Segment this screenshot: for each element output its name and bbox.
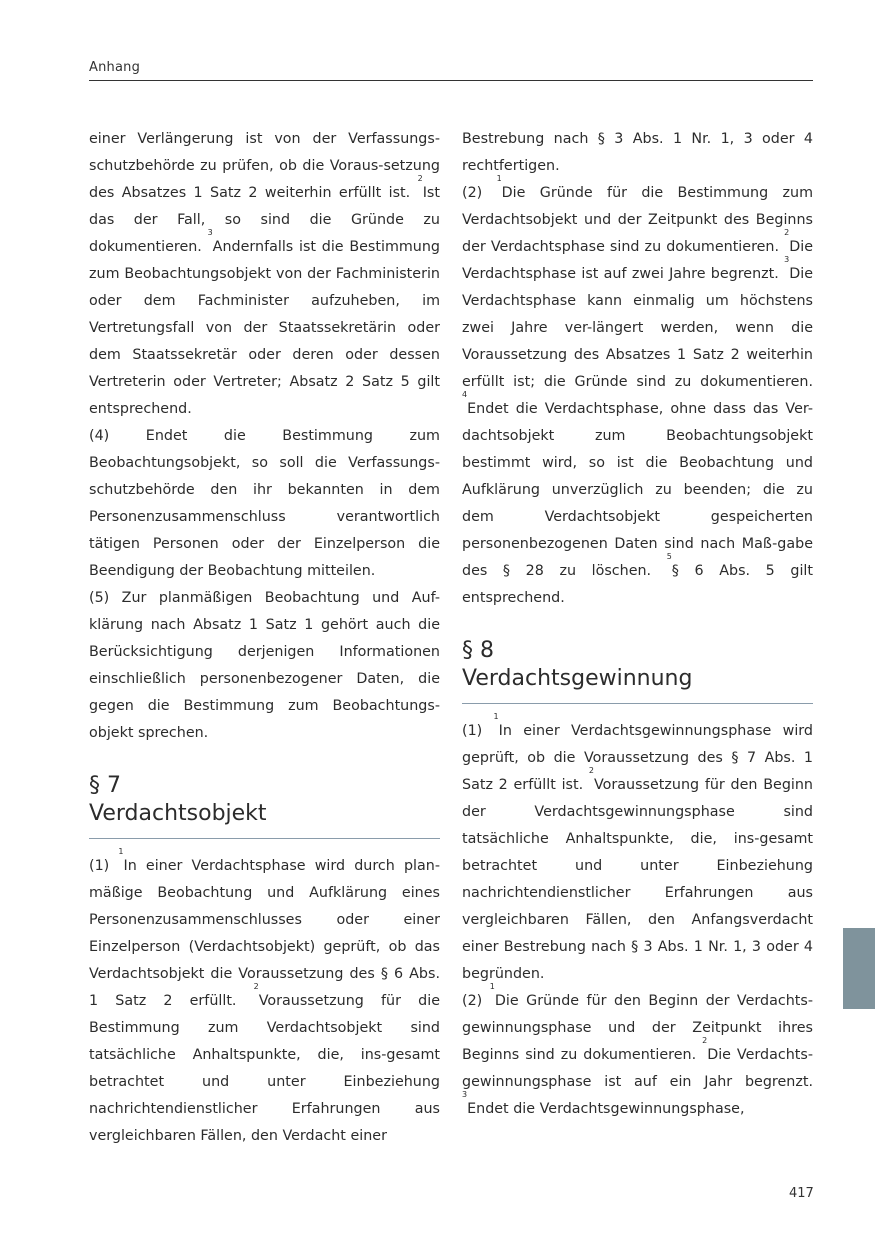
sentence-number: 2	[253, 982, 259, 991]
running-header	[89, 56, 813, 81]
text-run: § 6 Abs. 5 gilt entsprechend.	[462, 563, 813, 606]
text-run: Die Verdachtsphase ist auf zwei Jahre begrenzt.	[462, 239, 813, 282]
sentence-number: 2	[417, 174, 423, 183]
text-run: (1)	[89, 858, 119, 874]
sentence-number: 1	[496, 174, 502, 183]
paragraph: (4) Endet die Bestimmung zum Beobachtungsobjekt, so soll die Verfassungs-schutzbehörde den ihr bekannten in dem Personenzusammenschluss verantwortlich tätigen Personen oder der Einzelperson die Beendigung der Beobachtung mitteilen.	[89, 428, 440, 579]
text-run: Die Gründe für den Beginn der Verdachts-gewinnungsphase und der Zeitpunkt ihres Beginns sind zu dokumentieren.	[462, 993, 813, 1063]
text-run: Die Verdachtsphase kann einmalig um höchstens zwei Jahre ver-längert werden, wenn die Voraussetzung des Absatzes 1 Satz 2 weiterhin erfüllt ist; die Gründe sind zu dokumentieren.	[462, 266, 813, 390]
section-number: § 7	[89, 773, 121, 798]
sentence-number: 2	[588, 766, 594, 775]
section-number: § 8	[462, 638, 494, 663]
chapter-thumb-tab	[843, 928, 875, 1009]
text-run: In einer Verdachtsgewinnungsphase wird geprüft, ob die Voraussetzung des § 7 Abs. 1 Satz 2 erfüllt ist.	[462, 723, 813, 793]
sentence-number: 3	[462, 1090, 468, 1099]
section-title: Verdachtsgewinnung	[462, 666, 693, 691]
text-run: Ist das der Fall, so sind die Gründe zu dokumentieren.	[89, 185, 440, 255]
text-run: In einer Verdachtsphase wird durch plan-mäßige Beobachtung und Aufklärung eines Personenzusammenschlusses oder einer Einzelperson (Verdachtsobjekt) geprüft, ob das Verdachtsobjekt die Voraussetzung des § 6 Abs. 1 Satz 2 erfüllt.	[89, 858, 440, 1009]
text-run: Voraussetzung für die Bestimmung zum Verdachtsobjekt sind tatsächliche Anhaltspunkte, die, ins-gesamt betrachtet und unter Einbeziehung nachrichtendienstlicher Erfahrungen aus vergleichbaren Fällen, den Verdacht einer	[89, 993, 440, 1144]
page-number: 417	[789, 1186, 814, 1201]
text-run: einer Verlängerung ist von der Verfassungs-schutzbehörde zu prüfen, ob die Voraus-setzung des Absatzes 1 Satz 2 weiterhin erfüllt ist.	[89, 131, 440, 201]
section-heading-7	[89, 772, 440, 839]
sentence-number: 1	[489, 982, 495, 991]
text-run: (1)	[462, 723, 494, 739]
right-column	[462, 126, 813, 1123]
left-column	[89, 126, 440, 1150]
text-run: Die Verdachts-gewinnungsphase ist auf ein Jahr begrenzt.	[462, 1047, 814, 1090]
text-run: (2)	[462, 185, 497, 201]
text-run: Die Gründe für die Bestimmung zum Verdachtsobjekt und der Zeitpunkt des Beginns der Verdachtsphase sind zu dokumentieren.	[462, 185, 813, 255]
paragraph	[462, 982, 814, 1123]
paragraph: Bestrebung nach § 3 Abs. 1 Nr. 1, 3 oder 4 rechtfertigen.	[462, 131, 813, 174]
section-title: Verdachtsobjekt	[89, 801, 267, 826]
header-title: Anhang	[89, 60, 141, 75]
text-run: Andernfalls ist die Bestimmung zum Beobachtungsobjekt von der Fachministerin oder dem Fachminister aufzuheben, im Vertretungsfall von der Staatssekretärin oder dem Staatssekretär oder deren oder dessen Vertreterin oder Vertreter; Absatz 2 Satz 5 gilt entsprechend.	[89, 239, 440, 417]
paragraph: (5) Zur planmäßigen Beobachtung und Auf-klärung nach Absatz 1 Satz 1 gehört auch die Berücksichtigung derjenigen Informationen einschließlich personenbezogener Daten, die gegen die Bestimmung zum Beobachtungs-objekt sprechen.	[89, 590, 440, 741]
sentence-number: 1	[118, 847, 124, 856]
sentence-number: 2	[702, 1036, 708, 1045]
sentence-number: 2	[784, 228, 790, 237]
sentence-number: 4	[462, 390, 468, 399]
sentence-number: 3	[207, 228, 213, 237]
sentence-number: 3	[784, 255, 790, 264]
text-run: Endet die Verdachtsgewinnungsphase,	[467, 1101, 745, 1117]
paragraph	[89, 126, 440, 423]
text-run: Voraussetzung für den Beginn der Verdachtsgewinnungsphase sind tatsächliche Anhaltspunkte, die, ins-gesamt betrachtet und unter Einbeziehung nachrichtendienstlicher Erfahrungen aus vergleichbaren Fällen, den Anfangsverdacht einer Bestrebung nach § 3 Abs. 1 Nr. 1, 3 oder 4 begründen.	[462, 777, 813, 982]
paragraph	[462, 174, 813, 612]
paragraph	[462, 712, 813, 988]
text-run: Endet die Verdachtsphase, ohne dass das Ver-dachtsobjekt zum Beobachtungsobjekt bestimmt wird, so ist die Beobachtung und Aufklärung unverzüglich zu beenden; die zu dem Verdachtsobjekt gespeicherten personenbezogenen Daten sind nach Maß-gabe des § 28 zu löschen.	[462, 401, 813, 579]
paragraph	[89, 847, 440, 1150]
sentence-number: 5	[666, 552, 672, 561]
sentence-number: 1	[493, 712, 499, 721]
text-run: (2)	[462, 993, 490, 1009]
section-heading-8	[462, 637, 813, 704]
